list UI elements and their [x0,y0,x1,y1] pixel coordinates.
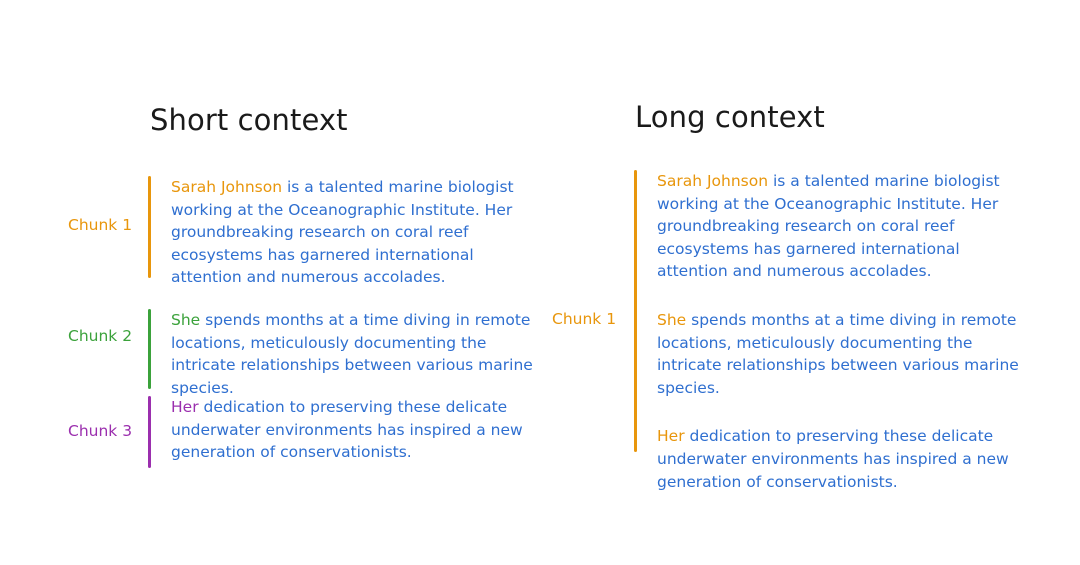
short-chunk-1 [68,176,543,289]
short-chunk-3-text [171,396,543,464]
entity-her: Her [657,427,685,446]
short-chunk-2 [68,309,553,399]
short-chunk-3-body: dedication to preserving these delicate underwater environments has inspired a new generation of conservationists. [171,398,523,462]
short-chunk-1-body: is a talented marine biologist working at the Oceanographic Institute. Her groundbreaking research on coral reef ecosystems has garnered international attention and numerous accolades. [171,178,514,287]
short-chunk-2-body: spends months at a time diving in remote locations, meticulously documenting the intricate relationships between various marine species. [171,311,533,397]
short-chunk-3-accent-bar [148,396,151,468]
entity-she: She [657,310,687,329]
short-chunk-2-label: Chunk 2 [68,327,133,345]
short-chunk-3 [68,396,543,468]
long-paragraph-1 [657,170,1025,283]
long-paragraph-1-body: is a talented marine biologist working at the Oceanographic Institute. Her groundbreaking research on coral reef ecosystems has garnered international attention and numerous accolades. [657,172,1000,281]
short-chunk-3-label: Chunk 3 [68,422,133,440]
long-paragraph-2 [657,309,1025,399]
short-chunk-1-label: Chunk 1 [68,216,133,234]
short-chunk-1-text [171,176,543,289]
long-context-title: Long context [635,100,825,134]
short-chunk-2-text [171,309,553,399]
entity-sarah-johnson: Sarah Johnson [171,178,283,196]
long-paragraph-2-body: spends months at a time diving in remote locations, meticulously documenting the intricate relationships between various marine species. [657,310,1019,397]
long-chunk-1-label: Chunk 1 [552,310,617,328]
long-context-panel [552,0,1080,565]
long-chunk-1-accent-bar [634,170,637,452]
short-context-title: Short context [150,103,348,137]
short-chunk-2-accent-bar [148,309,151,389]
entity-sarah-johnson: Sarah Johnson [657,172,769,190]
long-chunk-1 [552,170,1025,493]
long-chunk-1-paragraphs [657,170,1025,493]
short-chunk-1-accent-bar [148,176,151,278]
long-paragraph-3-body: dedication to preserving these delicate underwater environments has inspired a new generation of conservationists. [657,427,1009,491]
entity-her: Her [171,398,199,416]
entity-she: She [171,311,201,329]
long-paragraph-3 [657,425,1025,493]
